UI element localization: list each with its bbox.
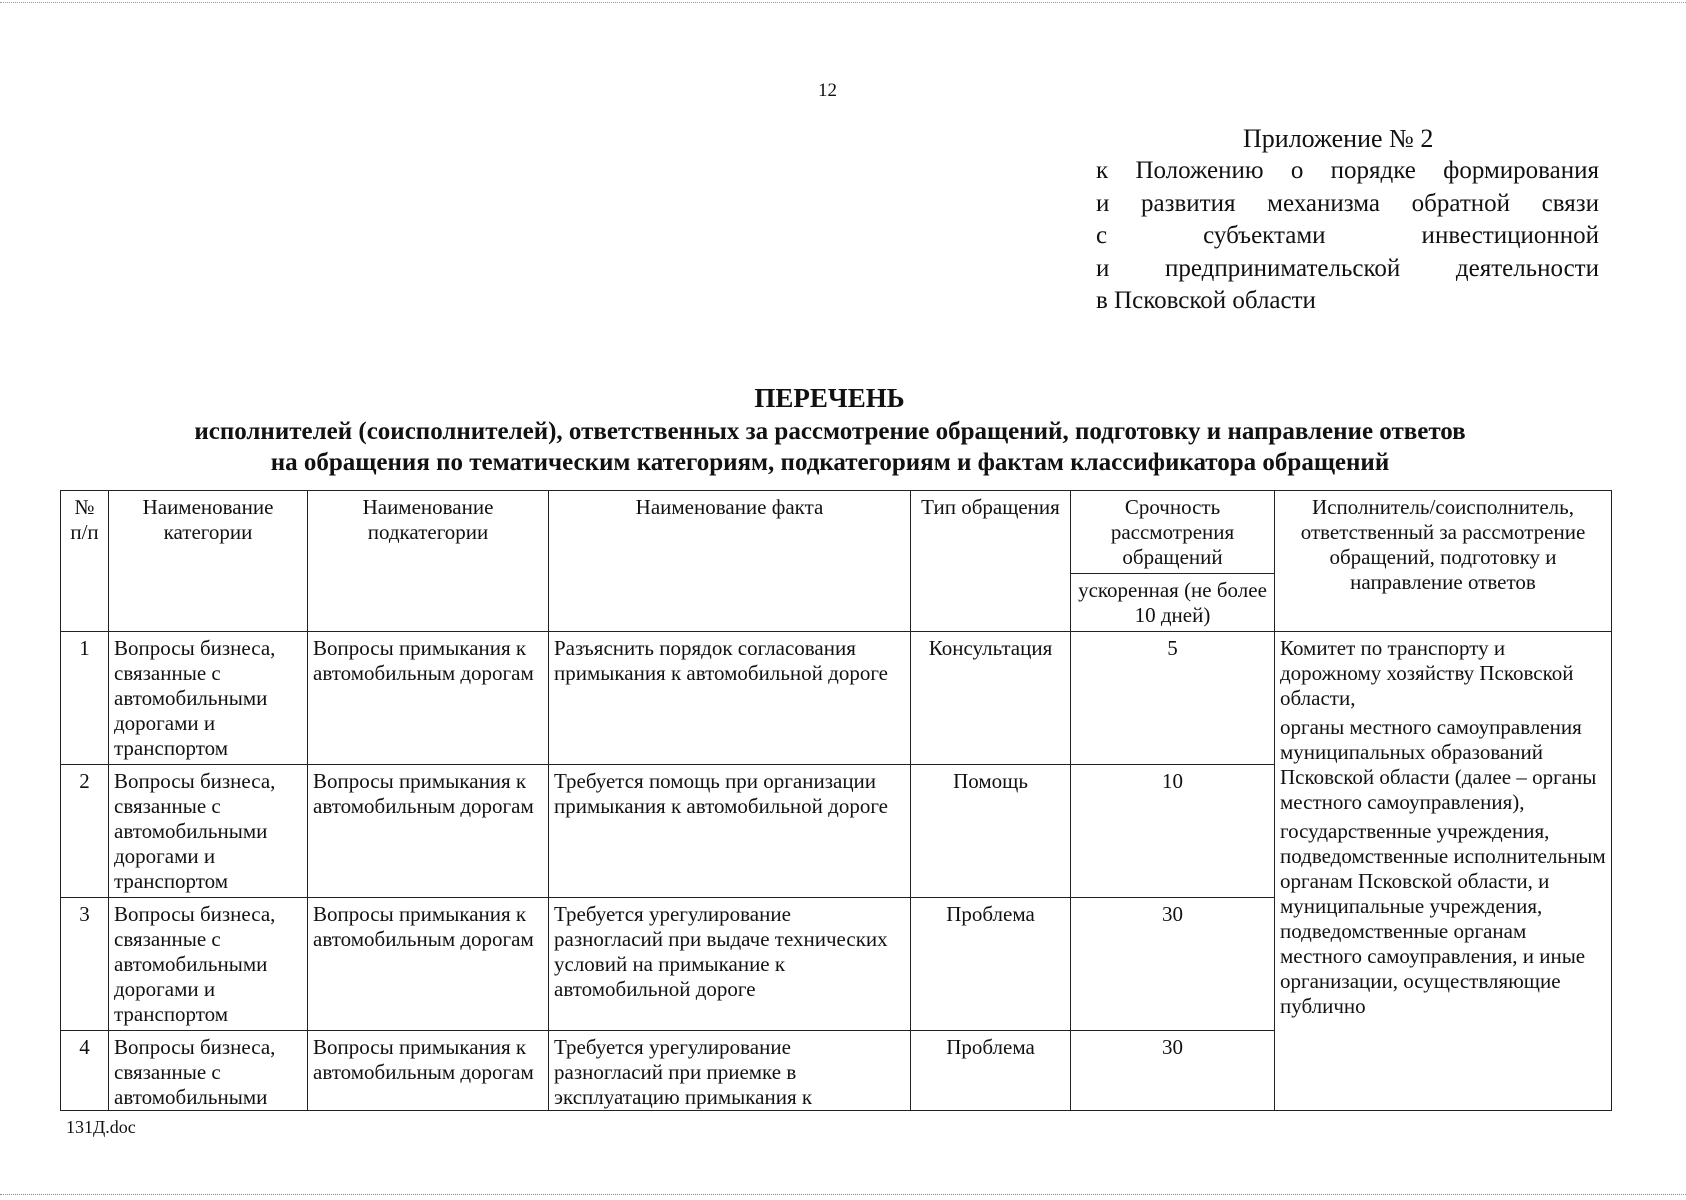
row-category: Вопросы бизнеса, связанные с автомобильными дорогами и транспортом (109, 632, 308, 765)
row-days: 30 (1071, 898, 1275, 1031)
row-fact: Разъяснить порядок согласования примыкания к автомобильной дороге (549, 632, 911, 765)
row-subcategory: Вопросы примыкания к автомобильным дорогам (308, 765, 549, 898)
scan-edge-top (0, 2, 1686, 5)
row-days: 30 (1071, 1031, 1275, 1111)
row-fact: Требуется помощь при организации примыкания к автомобильной дороге (549, 765, 911, 898)
appendix-line: и предпринимательской деятельности (1096, 254, 1599, 282)
appendix-line: в Псковской области (1096, 287, 1316, 314)
header-urgency-accelerated: ускоренная (не более 10 дней) (1071, 574, 1275, 632)
header-num: № п/п (61, 491, 109, 632)
scan-edge-bottom (0, 1194, 1686, 1197)
row-type: Проблема (911, 898, 1071, 1031)
appendix-line: с субъектами инвестиционной (1096, 222, 1599, 249)
row-subcategory: Вопросы примыкания к автомобильным дорогам (308, 898, 549, 1031)
footer-filename: 131Д.doc (66, 1117, 136, 1137)
row-type: Проблема (911, 1031, 1071, 1111)
header-executor: Исполнитель/соисполнитель, ответственный за рассмотрение обращений, подготовку и направление ответов (1275, 491, 1612, 632)
document-title: ПЕРЕЧЕНЬ (754, 383, 905, 413)
row-number: 4 (61, 1031, 109, 1111)
executor-paragraph: органы местного самоуправления муниципальных образований Псковской области (далее – органы местного самоуправления), (1280, 715, 1597, 814)
document-subtitle-line: исполнителей (соисполнителей), ответственных за рассмотрение обращений, подготовку и направление ответов (194, 418, 1466, 445)
row-subcategory: Вопросы примыкания к автомобильным дорогам (308, 1031, 549, 1111)
row-number: 2 (61, 765, 109, 898)
executor-paragraph: Комитет по транспорту и дорожному хозяйству Псковской области, (1280, 636, 1574, 710)
row-days: 10 (1071, 765, 1275, 898)
row-type: Помощь (911, 765, 1071, 898)
row-type: Консультация (911, 632, 1071, 765)
appendix-reference (1096, 155, 1599, 318)
executors-table (60, 490, 1612, 1111)
header-subcategory: Наименование подкатегории (308, 491, 549, 632)
document-subtitle (60, 416, 1600, 478)
row-days: 5 (1071, 632, 1275, 765)
row-category: Вопросы бизнеса, связанные с автомобильными дорогами и транспортом (109, 765, 308, 898)
row-number: 3 (61, 898, 109, 1031)
header-fact: Наименование факта (549, 491, 911, 632)
appendix-line: и развития механизма обратной связи (1096, 189, 1599, 217)
document-subtitle-line: на обращения по тематическим категориям, подкатегориям и фактам классификатора обращений (270, 449, 1390, 476)
page-number: 12 (818, 80, 837, 101)
executor-paragraph: государственные учреждения, подведомственные исполнительным органам Псковской области, и муниципальные учреждения, подведомственные органам местного самоуправления, и иные организации, осуществляющие публично (1280, 819, 1606, 1018)
header-category: Наименование категории (109, 491, 308, 632)
row-subcategory: Вопросы примыкания к автомобильным дорогам (308, 632, 549, 765)
header-urgency: Срочность рассмотрения обращений (1071, 491, 1275, 574)
row-fact: Требуется урегулирование разногласий при приемке в эксплуатацию примыкания к (549, 1031, 911, 1111)
row-category: Вопросы бизнеса, связанные с автомобильными дорогами и транспортом (109, 898, 308, 1031)
appendix-line: к Положению о порядке формирования (1096, 157, 1599, 184)
executor-cell (1275, 632, 1612, 1111)
row-fact: Требуется урегулирование разногласий при выдаче технических условий на примыкание к автомобильной дороге (549, 898, 911, 1031)
appendix-title: Приложение № 2 (1243, 124, 1434, 153)
row-category: Вопросы бизнеса, связанные с автомобильными (109, 1031, 308, 1111)
table-row (61, 632, 1612, 765)
header-type: Тип обращения (911, 491, 1071, 632)
row-number: 1 (61, 632, 109, 765)
